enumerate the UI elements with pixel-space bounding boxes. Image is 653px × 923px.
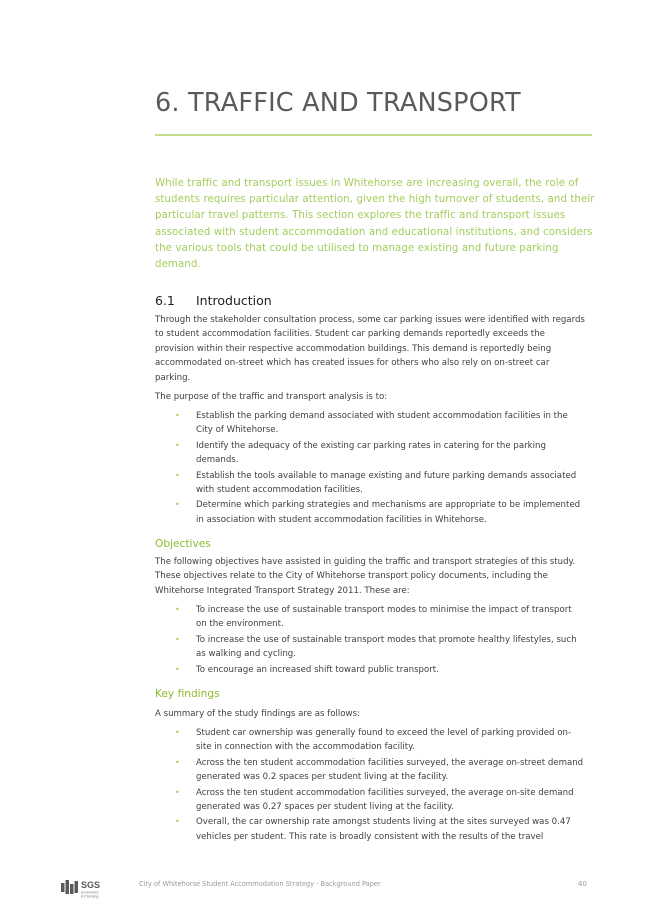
bullet-icon: •: [175, 757, 180, 767]
bullet-icon: •: [175, 440, 180, 450]
bullet-icon: •: [175, 817, 180, 827]
objectives-list: [155, 603, 585, 678]
footer-document-title: City of Whitehorse Student Accommodation Strategy - Background Paper: [139, 880, 381, 888]
chapter-intro: While traffic and transport issues in Whitehorse are increasing overall, the role of students requires particular attention, given the high turnover of students, and their particular travel patterns. This section explores the traffic and transport issues associated with student accommodation and educational institutions, and considers the various tools that could be utilised to manage existing and future parking demand.: [155, 178, 595, 271]
list-item: [155, 498, 585, 527]
list-item-text: Overall, the car ownership rate amongst students living at the sites surveyed was 0.47 vehicles per student. This rate is broadly consistent with the results of the travel: [196, 817, 571, 842]
section-title: Introduction: [196, 293, 272, 308]
list-item: [155, 603, 585, 632]
purpose-list: [155, 409, 585, 528]
list-item: [155, 439, 585, 468]
list-item: [155, 469, 585, 498]
list-item: [155, 756, 585, 785]
logo-subtext: & Planning: [81, 894, 99, 899]
bullet-icon: •: [175, 634, 180, 644]
bullet-icon: •: [175, 728, 180, 737]
list-item-text: Determine which parking strategies and mechanisms are appropriate to be implemented in association with student accommodation facilities in Whitehorse.: [196, 500, 581, 525]
intro-paragraph: Through the stakeholder consultation process, some car parking issues were identified with regards to student accommodation facilities. Student car parking demands reportedly exceeds the provision within their respective accommodation buildings. This demand is reportedly being accommodated on-street which has created issues for others who also rely on on-street car parking.: [155, 315, 585, 383]
objectives-paragraph: The following objectives have assisted in guiding the traffic and transport strategies of this study. These objectives relate to the City of Whitehorse transport policy documents, including the Whitehorse Integrated Transport Strategy 2011. These are:: [155, 557, 576, 596]
list-item-text: Student car ownership was generally found to exceed the level of parking provided on-site in connection with the accommodation facility.: [196, 728, 572, 753]
chapter-title: 6. TRAFFIC AND TRANSPORT: [155, 88, 521, 118]
list-item: [155, 815, 585, 844]
list-item-text: Establish the parking demand associated with student accommodation facilities in the City of Whitehorse.: [196, 411, 568, 436]
key-findings-heading: Key findings: [155, 688, 220, 700]
list-item-text: Establish the tools available to manage existing and future parking demands associated with student accommodation facilities.: [196, 470, 577, 496]
list-item: [155, 726, 585, 755]
key-findings-paragraph: A summary of the study findings are as follows:: [155, 709, 360, 719]
list-item-text: Across the ten student accommodation facilities surveyed, the average on-street demand generated was 0.2 spaces per student living at the facility.: [196, 757, 584, 783]
bullet-icon: •: [175, 470, 180, 480]
list-item: [155, 409, 585, 438]
bullet-icon: •: [175, 411, 180, 420]
page-number: 40: [578, 880, 587, 888]
list-item: [155, 663, 585, 677]
list-item-text: To encourage an increased shift toward public transport.: [196, 664, 439, 675]
list-item-text: Across the ten student accommodation facilities surveyed, the average on-site demand generated was 0.27 spaces per student living at the facility.: [196, 787, 574, 813]
list-item-text: Identify the adequacy of the existing car parking rates in catering for the parking demands.: [196, 440, 546, 466]
title-rule: [155, 134, 592, 136]
list-item-text: To increase the use of sustainable transport modes that promote healthy lifestyles, such as walking and cycling.: [196, 634, 577, 660]
section-number: 6.1: [155, 293, 175, 308]
bullet-icon: •: [175, 787, 180, 797]
list-item-text: To increase the use of sustainable transport modes to minimise the impact of transport on the environment.: [196, 605, 572, 630]
section-heading: [155, 293, 272, 308]
sgs-logo: [60, 878, 115, 900]
list-item: [155, 786, 585, 815]
bullet-icon: •: [175, 605, 180, 614]
logo-subtext: Economics: [81, 890, 99, 895]
bullet-icon: •: [175, 500, 180, 510]
logo-text: SGS: [81, 880, 101, 890]
purpose-paragraph: The purpose of the traffic and transport analysis is to:: [155, 392, 388, 402]
list-item: [155, 633, 585, 662]
key-findings-list: [155, 726, 585, 845]
objectives-heading: Objectives: [155, 538, 211, 550]
bullet-icon: •: [175, 664, 180, 674]
